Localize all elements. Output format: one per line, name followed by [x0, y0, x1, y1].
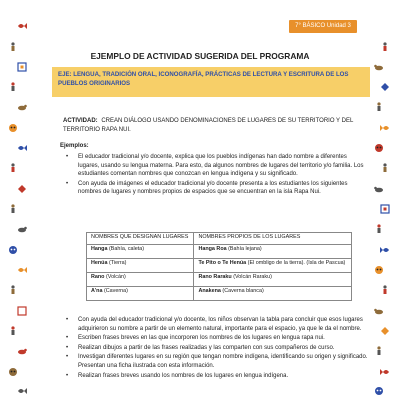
- fish-icon: [17, 386, 27, 396]
- list-item: [66, 344, 368, 353]
- eje-text: EJE: LENGUA, TRADICIÓN ORAL, ICONOGRAFÍA, PRÁCTICAS DE LECTURA Y ESCRITURA DE LOS PUEBLOS ORIGINARIOS: [58, 71, 349, 87]
- mask-icon: [8, 123, 18, 133]
- table-cell: [194, 273, 352, 287]
- mask-icon: [374, 265, 384, 275]
- meaning: (Volcán): [104, 274, 126, 280]
- pattern-icon: [380, 204, 390, 214]
- mask-icon: [374, 386, 384, 396]
- mask-icon: [8, 245, 18, 255]
- list-item: [66, 334, 368, 343]
- list-item-text: El educador tradicional y/o docente, explica que los pueblos indígenas han dado nombre a diferentes lugares, usando su lengua materna. Para esto, da algunos nombres de lugares del territorio y/o familia. Los estudiantes comentan nombres que conozcan en lengua indígena y su significado.: [78, 154, 364, 178]
- fish-icon: [380, 245, 390, 255]
- figure-icon: [380, 285, 390, 295]
- list-item-text: Escriben frases breves en las que incorporen los nombres de los lugares en lengua rapa nui.: [78, 335, 325, 342]
- pattern-icon: [17, 306, 27, 316]
- animal-icon: [374, 306, 384, 316]
- list-item: [66, 316, 368, 333]
- eje-banner: [52, 67, 370, 97]
- place-names-table: [86, 232, 352, 301]
- pattern-icon: [380, 326, 390, 336]
- examples-list-bottom: [66, 316, 368, 381]
- bullet-icon: •: [66, 372, 69, 379]
- figure-icon: [8, 326, 18, 336]
- figure-icon: [374, 346, 384, 356]
- bullet-icon: •: [66, 344, 69, 351]
- pattern-icon: [17, 184, 27, 194]
- figure-icon: [8, 285, 18, 295]
- table-header: NOMBRES QUE DESIGNAN LUGARES: [87, 233, 194, 245]
- term: Rano Raraku: [198, 274, 232, 280]
- list-item-text: Con ayuda del educador tradicional y/o docente, los niños observan la tabla para concluir que esos lugares adquirieron su nombre a partir de un elemento natural, importante para el espacio, ya que le da el nombre.: [78, 317, 363, 332]
- unit-tab: 7° BÁSICO Unidad 3: [289, 20, 357, 33]
- list-item-text: Con ayuda de imágenes el educador tradicional y/o docente presenta a los estudiantes los siguientes nombres de lugares y nombres propios de espacios que se encuentran en la isla Rapa Nui.: [78, 180, 348, 196]
- meaning: (Bahía, caleta): [107, 246, 145, 252]
- list-item-text: Investigan diferentes lugares en su región que tengan nombre indígena, identificando su origen y significado. Presentan una ficha ilustrada con esta información.: [78, 354, 368, 369]
- page-title: EJEMPLO DE ACTIVIDAD SUGERIDA DEL PROGRAMA: [90, 51, 310, 61]
- term: Hanga: [91, 246, 108, 252]
- table-row: [87, 245, 352, 259]
- figure-icon: [374, 102, 384, 112]
- table-cell: [194, 259, 352, 273]
- table-header: NOMBRES PROPIOS DE LOS LUGARES: [194, 233, 352, 245]
- meaning: (Bahía lejana): [226, 246, 262, 252]
- activity-block: [63, 117, 367, 134]
- fish-icon: [17, 143, 27, 153]
- bullet-icon: •: [66, 335, 69, 342]
- table-cell: [87, 259, 194, 273]
- table-cell: [194, 287, 352, 301]
- animal-icon: [17, 346, 27, 356]
- list-item-text: Realizan frases breves usando los nombres de los lugares en lengua indígena.: [78, 372, 289, 379]
- table-cell: [87, 287, 194, 301]
- fish-icon: [380, 123, 390, 133]
- meaning: (Caverna): [102, 288, 128, 294]
- examples-label: Ejemplos:: [60, 143, 89, 149]
- bullet-icon: •: [66, 180, 69, 187]
- table-row: [87, 259, 352, 273]
- list-item: [66, 372, 368, 381]
- meaning: (Caverna blanca): [220, 288, 264, 294]
- table-cell: [87, 273, 194, 287]
- figure-icon: [374, 224, 384, 234]
- term: A'na: [91, 288, 103, 294]
- right-decorative-border: [368, 0, 400, 400]
- fish-icon: [17, 21, 27, 31]
- term: Henúa: [91, 260, 108, 266]
- animal-icon: [374, 184, 384, 194]
- figure-icon: [8, 42, 18, 52]
- left-decorative-border: [0, 0, 32, 400]
- fish-icon: [17, 265, 27, 275]
- list-item: [66, 153, 368, 179]
- animal-icon: [17, 102, 27, 112]
- meaning: (Tierra): [107, 260, 127, 266]
- table-header-row: [87, 233, 352, 245]
- bullet-icon: •: [66, 317, 69, 323]
- examples-list-top: [66, 153, 368, 198]
- mask-icon: [374, 143, 384, 153]
- list-item: [66, 180, 368, 197]
- meaning: (El ombligo de la tierra). (Isla de Pascua): [246, 260, 346, 266]
- bullet-icon: •: [66, 354, 69, 361]
- activity-label: ACTIVIDAD:: [63, 118, 98, 124]
- meaning: (Volcán Raraku): [231, 274, 272, 280]
- figure-icon: [380, 163, 390, 173]
- mask-icon: [8, 367, 18, 377]
- term: Te Pito o Te Henúa: [198, 260, 247, 266]
- list-item: [66, 353, 368, 370]
- table-cell: [87, 245, 194, 259]
- figure-icon: [8, 163, 18, 173]
- figure-icon: [8, 204, 18, 214]
- term: Hanga Roa: [198, 246, 227, 252]
- pattern-icon: [380, 82, 390, 92]
- bullet-icon: •: [66, 154, 69, 160]
- figure-icon: [380, 42, 390, 52]
- activity-text: CREAN DIÁLOGO USANDO DENOMINACIONES DE LUGARES DE SU TERRITORIO Y DEL TERRITORIO RAPA NUI.: [63, 118, 354, 133]
- table-row: [87, 273, 352, 287]
- pattern-icon: [17, 62, 27, 72]
- animal-icon: [374, 62, 384, 72]
- figure-icon: [8, 82, 18, 92]
- term: Anakena: [198, 288, 221, 294]
- animal-icon: [17, 224, 27, 234]
- table-cell: [194, 245, 352, 259]
- table-row: [87, 287, 352, 301]
- fish-icon: [380, 367, 390, 377]
- list-item-text: Realizan dibujos a partir de las frases realizadas y las comparten con sus compañeros de curso.: [78, 344, 335, 351]
- term: Rano: [91, 274, 105, 280]
